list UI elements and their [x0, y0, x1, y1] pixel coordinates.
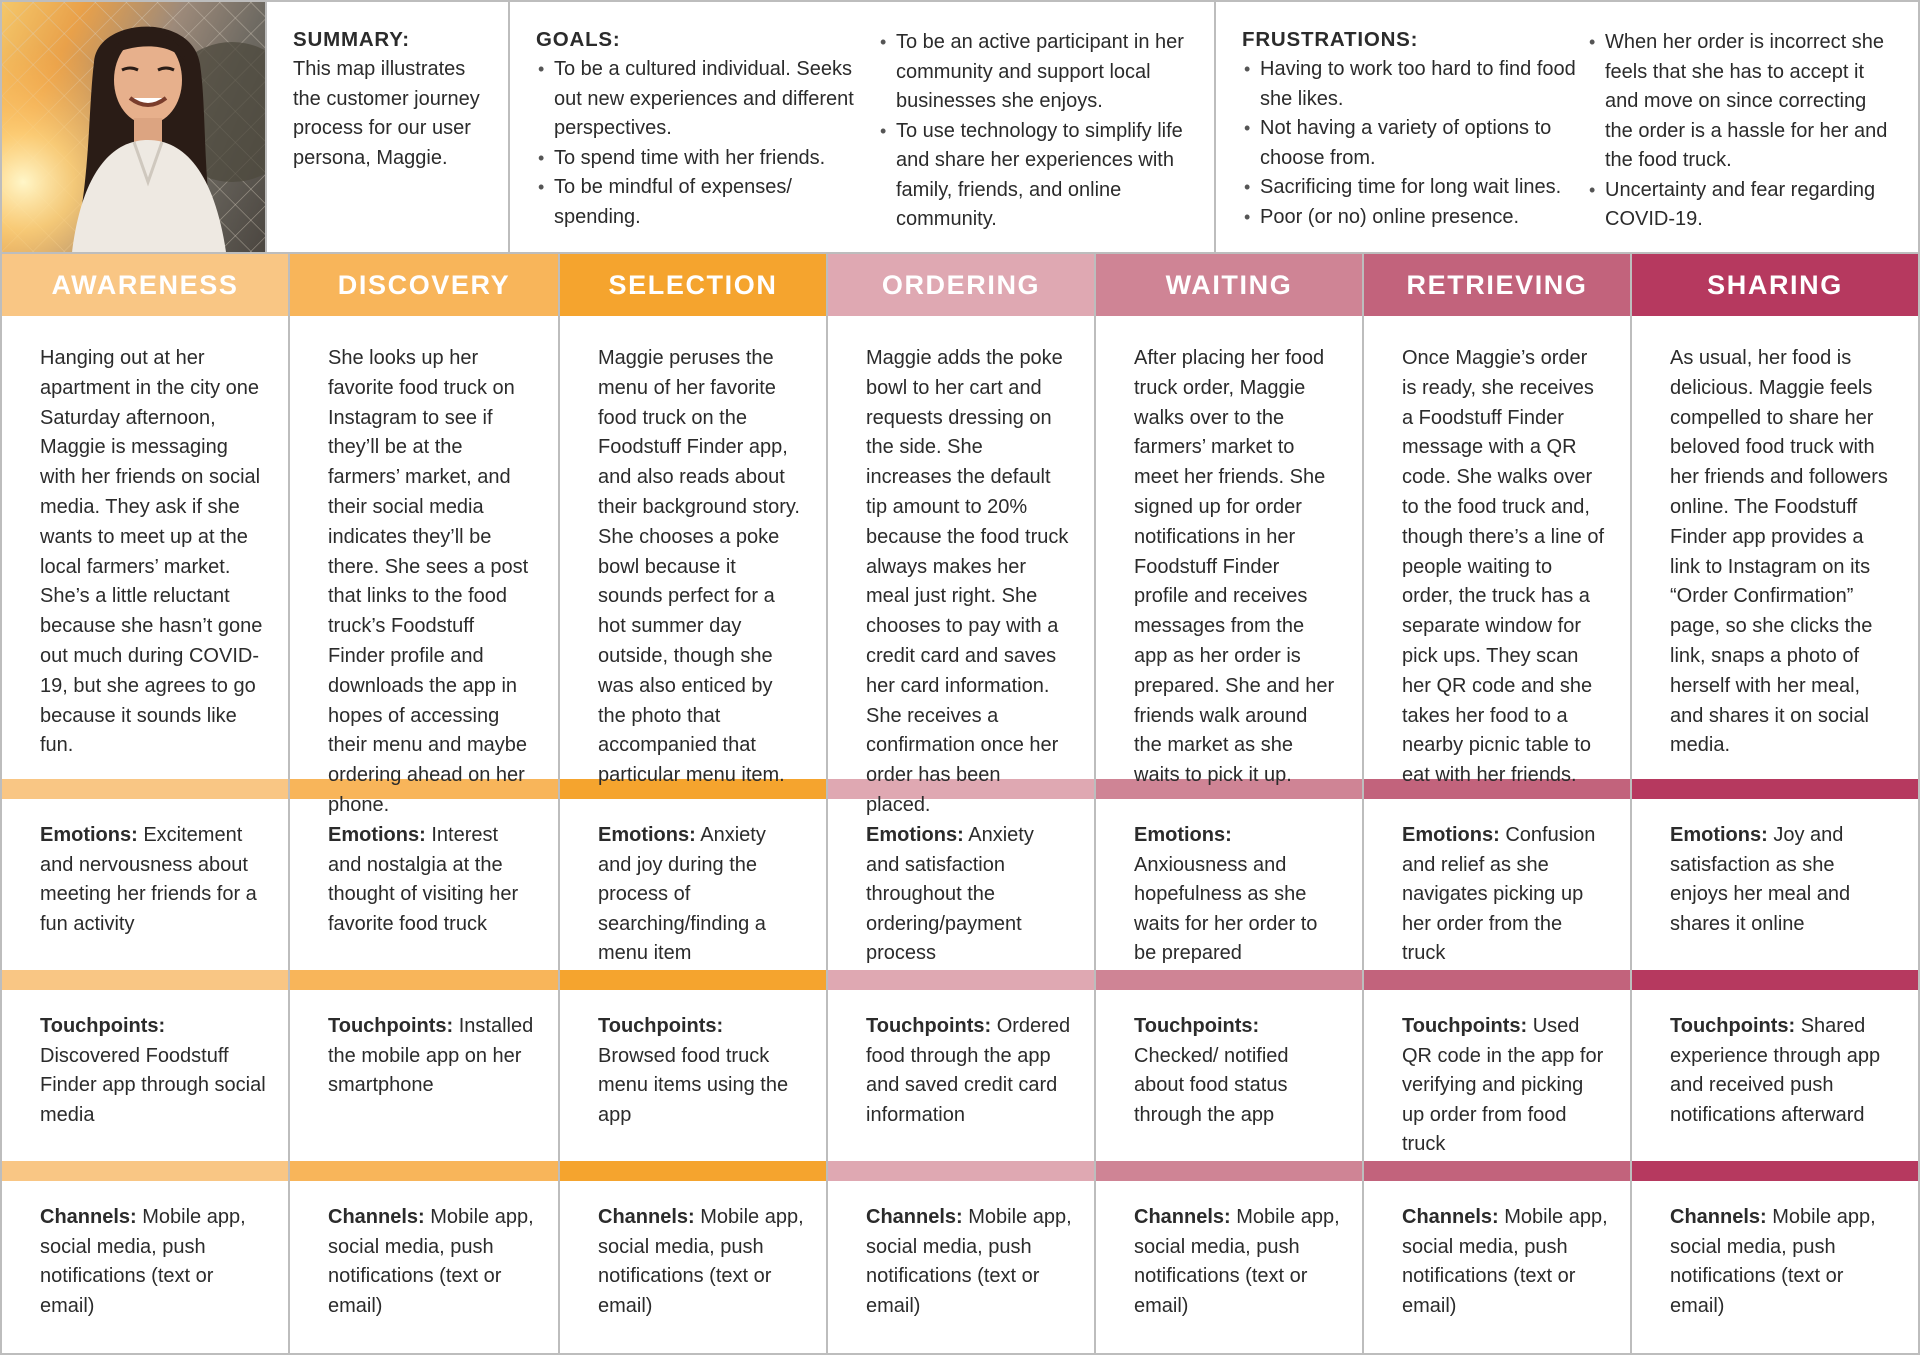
stage-title: SELECTION	[560, 254, 826, 316]
stage-touchpoints	[828, 990, 1094, 1161]
emotions-text: Anxiety and satisfaction throughout the ordering/payment process	[866, 824, 1034, 965]
frustration-item: • When her order is incorrect she feels that she has to accept it and move on since correcting the order is a hassle for her and the food truck.	[1587, 28, 1890, 176]
stage-title: ORDERING	[828, 254, 1094, 316]
goals-heading: GOALS:	[536, 28, 621, 51]
stage-story: Maggie adds the poke bowl to her cart and requests dressing on the side. She increases the default tip amount to 20% because the food truck always makes her meal just right. She chooses to pay with a credit card and saves her card information. She receives a confirmation once her order has been placed.	[866, 347, 1069, 816]
stage-channels	[1632, 1181, 1918, 1353]
emotions-text: Confusion and relief as she navigates picking up her order from the truck	[1402, 824, 1596, 965]
stage-channels	[2, 1181, 288, 1353]
touchpoints-label: Touchpoints:	[1670, 1015, 1796, 1037]
touchpoints-label: Touchpoints:	[598, 1015, 724, 1037]
goals-list-left	[536, 55, 878, 232]
stage-color-band	[560, 970, 826, 990]
stage-touchpoints	[1364, 990, 1630, 1161]
goals-panel	[510, 2, 1216, 252]
stage-color-band	[1364, 1161, 1630, 1181]
emotions-label: Emotions:	[1134, 824, 1232, 846]
frustrations-list-left	[1242, 55, 1587, 232]
emotions-label: Emotions:	[598, 824, 696, 846]
stage-emotions	[560, 799, 826, 970]
goal-item: • To be a cultured individual. Seeks out new experiences and different perspectives.	[536, 55, 878, 144]
stage-touchpoints	[1096, 990, 1362, 1161]
stage-color-band	[828, 970, 1094, 990]
stage-emotions	[1096, 799, 1362, 970]
touchpoints-label: Touchpoints:	[866, 1015, 992, 1037]
stage-discovery	[290, 254, 560, 1355]
touchpoints-label: Touchpoints:	[328, 1015, 454, 1037]
channels-text: Mobile app, social media, push notifications (text or email)	[1670, 1206, 1876, 1317]
channels-text: Mobile app, social media, push notifications (text or email)	[598, 1206, 804, 1317]
stage-color-band	[560, 1161, 826, 1181]
touchpoints-text: Shared experience through app and received push notifications afterward	[1670, 1015, 1881, 1126]
channels-label: Channels:	[598, 1206, 695, 1228]
stage-title: RETRIEVING	[1364, 254, 1630, 316]
stage-title: SHARING	[1632, 254, 1918, 316]
goal-item: • To spend time with her friends.	[536, 144, 878, 174]
stage-awareness	[2, 254, 290, 1355]
stage-touchpoints	[2, 990, 288, 1161]
emotions-text: Joy and satisfaction as she enjoys her meal and shares it online	[1670, 824, 1851, 935]
stage-story: Maggie peruses the menu of her favorite food truck on the Foodstuff Finder app, and also reads about their background story. She chooses a poke bowl because it sounds perfect for a hot summer day outside, though she was also enticed by the photo that accompanied that particular menu item.	[598, 347, 800, 787]
touchpoints-text: Checked/ notified about food status through the app	[1134, 1044, 1289, 1126]
stage-channels	[290, 1181, 558, 1353]
summary-panel	[267, 2, 510, 252]
emotions-label: Emotions:	[1670, 824, 1768, 846]
goals-list-right	[878, 28, 1188, 235]
stage-story: As usual, her food is delicious. Maggie feels compelled to share her beloved food truck with her friends and followers online. The Foodstuff Finder app provides a link to Instagram on its “Order Confirmation” page, so she clicks the link, snaps a photo of herself with her meal, and shares it on social media.	[1670, 347, 1888, 757]
emotions-label: Emotions:	[328, 824, 426, 846]
frustration-item: • Not having a variety of options to choose from.	[1242, 114, 1587, 173]
channels-text: Mobile app, social media, push notifications (text or email)	[1402, 1206, 1608, 1317]
stage-emotions	[828, 799, 1094, 970]
stage-emotions	[2, 799, 288, 970]
stage-color-band	[1632, 1161, 1918, 1181]
stage-color-band	[1096, 1161, 1362, 1181]
persona-photo-illustration	[2, 2, 267, 252]
emotions-label: Emotions:	[40, 824, 138, 846]
stage-waiting	[1096, 254, 1364, 1355]
frustration-item: • Sacrificing time for long wait lines.	[1242, 173, 1587, 203]
stage-channels	[1096, 1181, 1362, 1353]
stage-emotions	[1364, 799, 1630, 970]
stage-channels	[560, 1181, 826, 1353]
channels-text: Mobile app, social media, push notifications (text or email)	[866, 1206, 1072, 1317]
stage-retrieving	[1364, 254, 1632, 1355]
stage-color-band	[1632, 970, 1918, 990]
frustrations-heading: FRUSTRATIONS:	[1242, 28, 1419, 51]
stage-color-band	[1364, 970, 1630, 990]
touchpoints-text: Installed the mobile app on her smartphone	[328, 1015, 534, 1097]
stage-channels	[828, 1181, 1094, 1353]
stage-story: She looks up her favorite food truck on Instagram to see if they’ll be at the farmers’ market, and their social media indicates they’ll be there. She sees a post that links to the food truck’s Foodstuff Finder profile and downloads the app in hopes of accessing their menu and maybe ordering ahead on her phone.	[328, 347, 529, 816]
touchpoints-text: Discovered Foodstuff Finder app through social media	[40, 1044, 266, 1126]
emotions-label: Emotions:	[866, 824, 964, 846]
stage-channels	[1364, 1181, 1630, 1353]
channels-text: Mobile app, social media, push notifications (text or email)	[1134, 1206, 1340, 1317]
stage-title: AWARENESS	[2, 254, 288, 316]
stage-selection	[560, 254, 828, 1355]
frustrations-list-right	[1587, 28, 1890, 235]
emotions-text: Excitement and nervousness about meeting her friends for a fun activity	[40, 824, 257, 935]
goal-item: • To be mindful of expenses/ spending.	[536, 173, 878, 232]
stage-sharing	[1632, 254, 1920, 1355]
channels-label: Channels:	[328, 1206, 425, 1228]
emotions-label: Emotions:	[1402, 824, 1500, 846]
frustration-item: • Poor (or no) online presence.	[1242, 203, 1587, 233]
touchpoints-text: Ordered food through the app and saved credit card information	[866, 1015, 1071, 1126]
summary-heading: SUMMARY:	[293, 28, 410, 51]
emotions-text: Interest and nostalgia at the thought of visiting her favorite food truck	[328, 824, 519, 935]
frustration-item: • Uncertainty and fear regarding COVID-19.	[1587, 176, 1890, 235]
stage-color-band	[828, 1161, 1094, 1181]
emotions-text: Anxiety and joy during the process of searching/finding a menu item	[598, 824, 766, 965]
summary-text: This map illustrates the customer journey process for our user persona, Maggie.	[293, 58, 480, 169]
stage-touchpoints	[290, 990, 558, 1161]
persona-photo	[2, 2, 267, 252]
channels-text: Mobile app, social media, push notifications (text or email)	[328, 1206, 534, 1317]
stage-color-band	[2, 970, 288, 990]
stage-story: After placing her food truck order, Maggie walks over to the farmers’ market to meet her friends. She signed up for order notifications in her Foodstuff Finder profile and receives messages from the app as her order is prepared. She and her friends walk around the market as she waits to pick it up.	[1134, 347, 1335, 787]
stage-color-band	[2, 1161, 288, 1181]
stage-story: Hanging out at her apartment in the city one Saturday afternoon, Maggie is messaging with her friends on social media. They ask if she wants to meet up at the local farmers’ market. She’s a little reluctant because she hasn’t gone out much during COVID-19, but she agrees to go because it sounds like fun.	[40, 347, 263, 757]
touchpoints-text: Used QR code in the app for verifying and picking up order from food truck	[1402, 1015, 1604, 1156]
journey-stages	[0, 254, 1920, 1355]
goal-item: • To use technology to simplify life and share her experiences with family, friends, and online community.	[878, 117, 1188, 235]
touchpoints-label: Touchpoints:	[1402, 1015, 1528, 1037]
stage-color-band	[2, 779, 288, 799]
persona-header	[0, 0, 1920, 254]
touchpoints-label: Touchpoints:	[40, 1015, 166, 1037]
channels-label: Channels:	[866, 1206, 963, 1228]
stage-touchpoints	[1632, 990, 1918, 1161]
stage-color-band	[290, 1161, 558, 1181]
stage-touchpoints	[560, 990, 826, 1161]
channels-label: Channels:	[1134, 1206, 1231, 1228]
stage-title: WAITING	[1096, 254, 1362, 316]
touchpoints-label: Touchpoints:	[1134, 1015, 1260, 1037]
channels-label: Channels:	[1402, 1206, 1499, 1228]
stage-emotions	[1632, 799, 1918, 970]
goal-item: • To be an active participant in her community and support local businesses she enjoys.	[878, 28, 1188, 117]
emotions-text: Anxiousness and hopefulness as she waits for her order to be prepared	[1134, 853, 1318, 965]
touchpoints-text: Browsed food truck menu items using the app	[598, 1044, 789, 1126]
channels-label: Channels:	[1670, 1206, 1767, 1228]
stage-emotions	[290, 799, 558, 970]
frustrations-panel	[1216, 2, 1916, 252]
channels-label: Channels:	[40, 1206, 137, 1228]
stage-color-band	[1096, 970, 1362, 990]
channels-text: Mobile app, social media, push notifications (text or email)	[40, 1206, 246, 1317]
stage-color-band	[290, 970, 558, 990]
frustration-item: • Having to work too hard to find food she likes.	[1242, 55, 1587, 114]
stage-story: Once Maggie’s order is ready, she receives a Foodstuff Finder message with a QR code. She walks over to the food truck and, though there’s a line of people waiting to order, the truck has a separate window for pick ups. They scan her QR code and she takes her food to a nearby picnic table to eat with her friends.	[1402, 347, 1605, 787]
stage-ordering	[828, 254, 1096, 1355]
stage-title: DISCOVERY	[290, 254, 558, 316]
stage-color-band	[1632, 779, 1918, 799]
